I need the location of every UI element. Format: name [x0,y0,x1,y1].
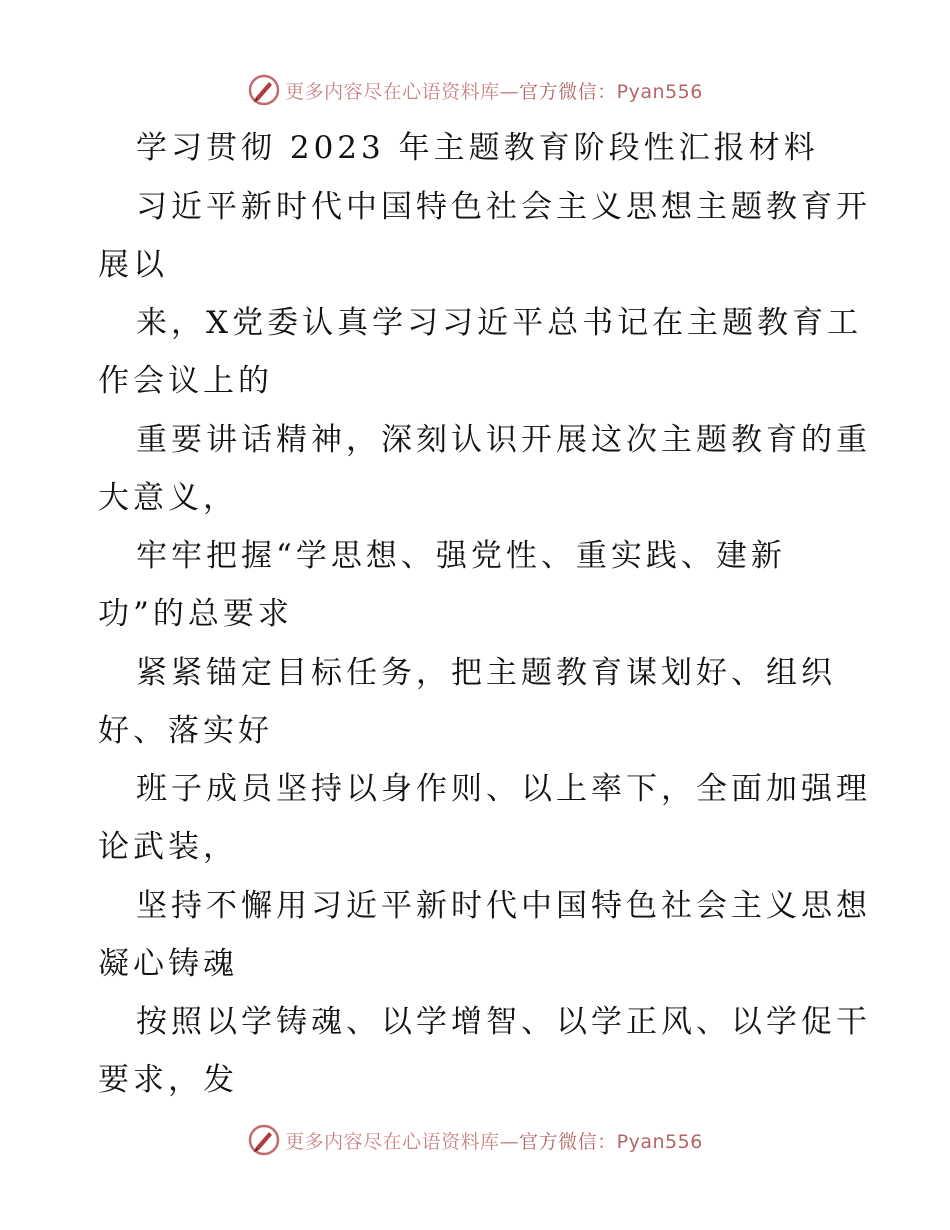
text-line: 坚持不懈用习近平新时代中国特色社会主义思想 [136,888,871,924]
pen-logo-icon [247,73,281,107]
text-line: 好、落实好 [98,713,273,749]
text-line: 作会议上的 [98,363,273,399]
text-line: 班子成员坚持以身作则、以上率下，全面加强理 [136,771,871,807]
document-title: 学习贯彻 2023 年主题教育阶段性汇报材料 [136,130,819,166]
pen-logo-icon [247,1123,281,1157]
text-line: 论武装， [98,829,238,865]
text-line: 紧紧锚定目标任务，把主题教育谋划好、组织 [136,655,836,691]
text-line: 要求，发 [98,1062,238,1098]
watermark-wechat-text: 官方微信：Pyan556 [519,80,703,103]
text-line: 大意义， [98,480,238,516]
text-line: 展以 [98,247,168,283]
text-line: 凝心铸魂 [98,946,238,982]
text-line: 牢牢把握“学思想、强党性、重实践、建新 [136,538,786,574]
watermark-wechat-text: 官方微信：Pyan556 [519,1130,703,1153]
watermark-site-text: 更多内容尽在心语资料库— [285,1130,520,1153]
text-line: 按照以学铸魂、以学增智、以学正风、以学促干 [136,1004,871,1040]
text-line: 功”的总要求 [98,596,293,632]
text-line: 来，X党委认真学习习近平总书记在主题教育工 [136,305,863,341]
watermark-text [285,77,703,104]
watermark-header [0,70,950,110]
watermark-footer [0,1120,950,1160]
text-line: 习近平新时代中国特色社会主义思想主题教育开 [136,189,871,225]
watermark-site-text: 更多内容尽在心语资料库— [285,80,520,103]
text-line: 重要讲话精神，深刻认识开展这次主题教育的重 [136,422,871,458]
watermark-text [285,1127,703,1154]
